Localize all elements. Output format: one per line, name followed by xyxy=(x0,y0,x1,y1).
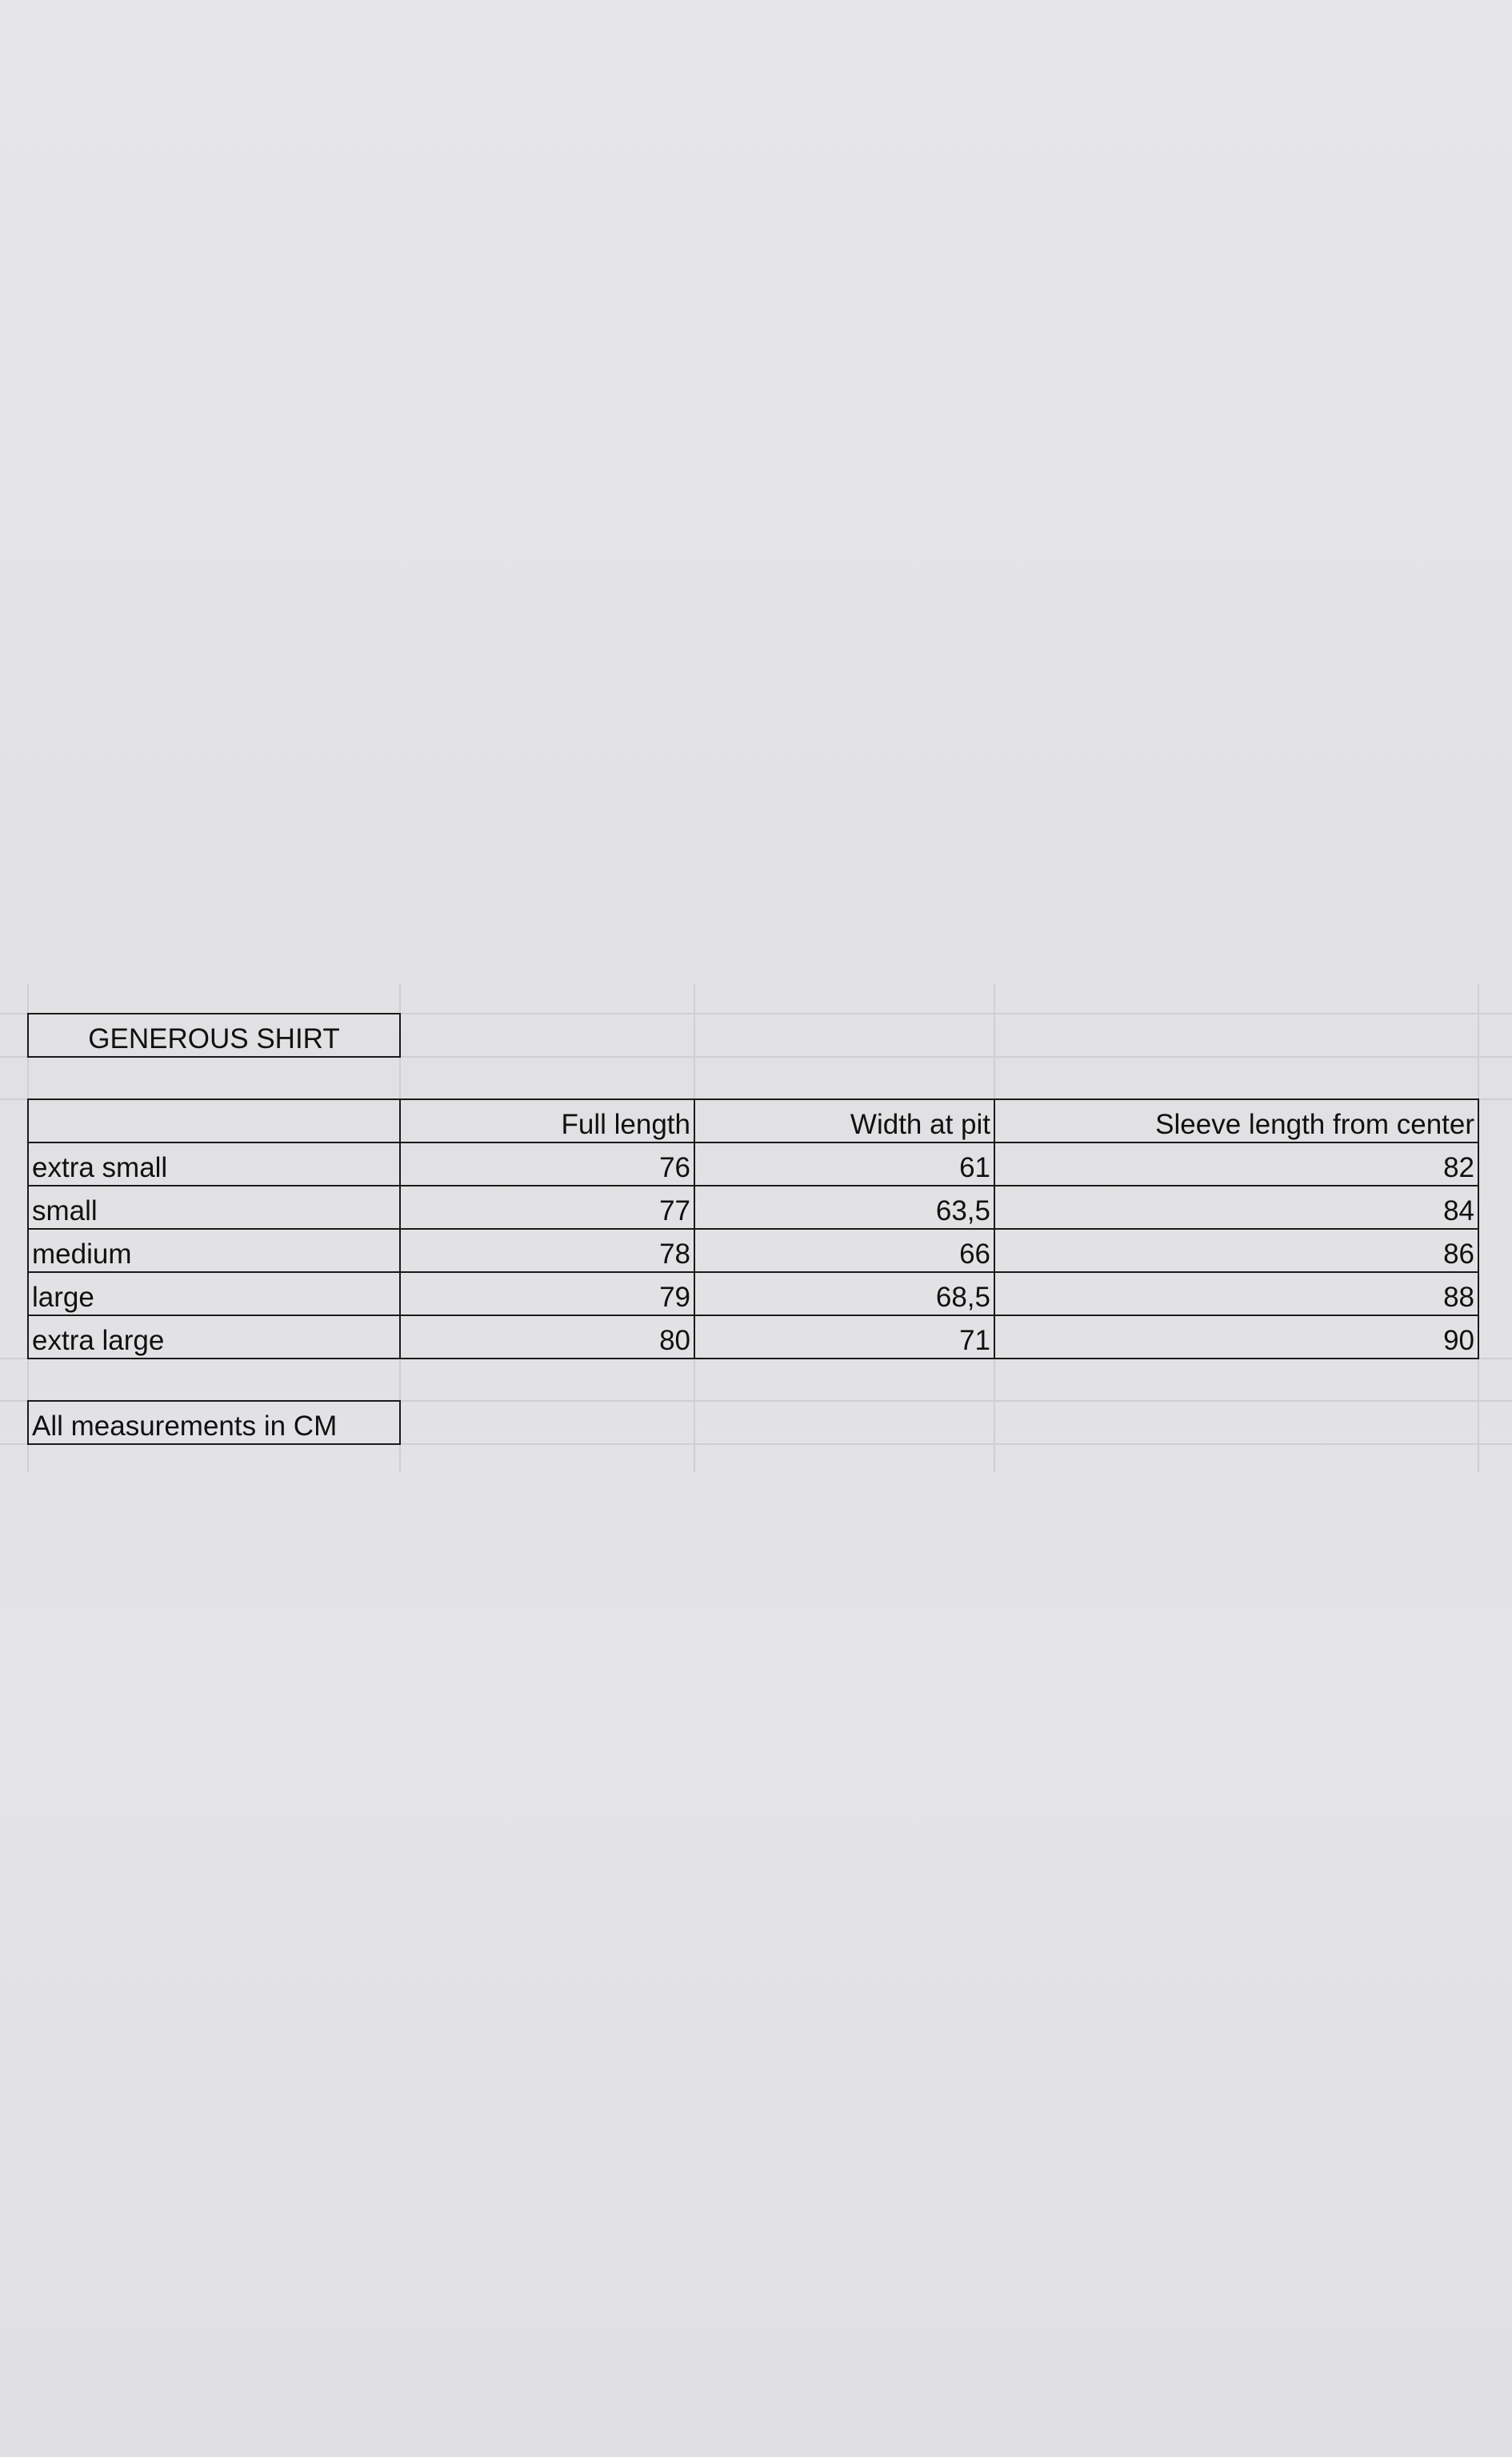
table-cell-sleeve-length[interactable] xyxy=(994,1185,1479,1230)
table-cell-size[interactable] xyxy=(27,1271,401,1316)
table-cell-size[interactable] xyxy=(27,1315,401,1359)
table-cell-sleeve-length[interactable] xyxy=(994,1271,1479,1316)
table-cell-width-at-pit[interactable] xyxy=(694,1142,995,1186)
table-cell-sleeve-length[interactable] xyxy=(994,1142,1479,1186)
full-length-value: 80 xyxy=(659,1325,690,1356)
sleeve-length-value: 82 xyxy=(1443,1152,1474,1183)
table-cell-size[interactable] xyxy=(27,1142,401,1186)
table-cell-sleeve-length[interactable] xyxy=(994,1228,1479,1273)
width-at-pit-value: 61 xyxy=(959,1152,990,1183)
table-cell-width-at-pit[interactable] xyxy=(694,1228,995,1273)
width-at-pit-value: 66 xyxy=(959,1239,990,1270)
title-cell[interactable] xyxy=(27,1013,401,1058)
sleeve-length-value: 90 xyxy=(1443,1325,1474,1356)
table-cell-full-length[interactable] xyxy=(399,1185,695,1230)
table-cell-full-length[interactable] xyxy=(399,1315,695,1359)
width-at-pit-value: 68,5 xyxy=(935,1282,990,1313)
full-length-value: 76 xyxy=(659,1152,690,1183)
table-cell-width-at-pit[interactable] xyxy=(694,1271,995,1316)
measurement-note: All measurements in CM xyxy=(32,1411,338,1442)
table-cell-full-length[interactable] xyxy=(399,1142,695,1186)
size-label: extra large xyxy=(32,1325,165,1356)
header-full-length-label: Full length xyxy=(561,1109,690,1140)
header-cell-width-at-pit[interactable] xyxy=(694,1098,995,1143)
header-sleeve-length-label: Sleeve length from center xyxy=(1155,1109,1474,1140)
full-length-value: 79 xyxy=(659,1282,690,1313)
sleeve-length-value: 84 xyxy=(1443,1195,1474,1226)
sleeve-length-value: 88 xyxy=(1443,1282,1474,1313)
width-at-pit-value: 71 xyxy=(959,1325,990,1356)
table-cell-size[interactable] xyxy=(27,1228,401,1273)
table-cell-size[interactable] xyxy=(27,1185,401,1230)
spreadsheet-area xyxy=(0,984,1512,1472)
table-cell-full-length[interactable] xyxy=(399,1228,695,1273)
note-cell[interactable] xyxy=(27,1400,401,1445)
page-title: GENEROUS SHIRT xyxy=(88,1023,340,1054)
header-cell-size[interactable] xyxy=(27,1098,401,1143)
table-cell-sleeve-length[interactable] xyxy=(994,1315,1479,1359)
header-cell-full-length[interactable] xyxy=(399,1098,695,1143)
header-width-at-pit-label: Width at pit xyxy=(850,1109,990,1140)
size-label: medium xyxy=(32,1239,132,1270)
full-length-value: 78 xyxy=(659,1239,690,1270)
size-label: small xyxy=(32,1195,98,1226)
table-cell-width-at-pit[interactable] xyxy=(694,1185,995,1230)
full-length-value: 77 xyxy=(659,1195,690,1226)
width-at-pit-value: 63,5 xyxy=(935,1195,990,1226)
size-label: large xyxy=(32,1282,94,1313)
header-cell-sleeve-length[interactable] xyxy=(994,1098,1479,1143)
table-cell-full-length[interactable] xyxy=(399,1271,695,1316)
size-label: extra small xyxy=(32,1152,168,1183)
sleeve-length-value: 86 xyxy=(1443,1239,1474,1270)
table-cell-width-at-pit[interactable] xyxy=(694,1315,995,1359)
